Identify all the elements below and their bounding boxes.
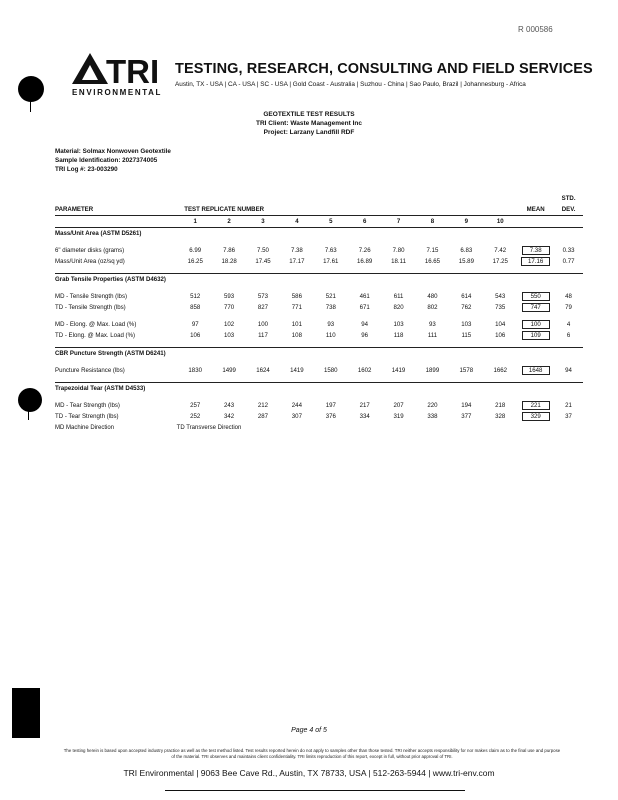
replicate-value: 802 [427, 304, 438, 311]
replicate-value: 108 [291, 332, 302, 339]
row-label: TD - Elong. @ Max. Load (%) [55, 332, 136, 339]
std-dev-value: 79 [565, 304, 572, 311]
mean-cell [517, 365, 554, 376]
replicate-value: 1662 [493, 367, 507, 374]
replicate-value: 194 [461, 402, 472, 409]
replicate-value: 16.65 [424, 258, 441, 265]
mean-value: 747 [522, 303, 550, 312]
replicate-value: 257 [190, 402, 201, 409]
replicate-value: 93 [429, 321, 436, 328]
table-row [55, 302, 583, 313]
replicate-value: 220 [427, 402, 438, 409]
bates-number: R 000586 [518, 25, 553, 34]
replicate-number: 6 [348, 216, 382, 228]
replicate-value: 6.99 [189, 247, 202, 254]
table-row [55, 319, 583, 330]
replicate-value: 770 [224, 304, 235, 311]
replicate-value: 480 [427, 293, 438, 300]
punch-hole-middle [18, 388, 42, 412]
mean-value: 1648 [522, 366, 550, 375]
replicate-value: 858 [190, 304, 201, 311]
replicate-value: 252 [190, 413, 201, 420]
replicate-number-row [55, 216, 583, 228]
replicate-value: 7.50 [257, 247, 269, 254]
replicate-value: 1580 [323, 367, 338, 374]
replicate-value: 521 [325, 293, 336, 300]
replicate-value: 771 [291, 304, 302, 311]
report-project: Project: Larzany Landfill RDF [263, 129, 355, 136]
replicate-value: 820 [393, 304, 404, 311]
replicate-value: 15.89 [458, 258, 474, 265]
replicate-value: 1578 [459, 367, 474, 374]
table-row [55, 400, 583, 411]
mean-value: 550 [522, 292, 550, 301]
replicate-value: 342 [224, 413, 235, 420]
replicate-value: 735 [495, 304, 506, 311]
replicate-value: 106 [190, 332, 201, 339]
replicate-value: 104 [495, 321, 506, 328]
replicate-value: 212 [257, 402, 269, 409]
replicate-number: 1 [178, 216, 212, 228]
replicate-value: 287 [257, 413, 269, 420]
replicate-value: 377 [461, 413, 472, 420]
replicate-value: 18.28 [221, 258, 237, 265]
replicate-value: 586 [291, 293, 302, 300]
mean-cell [517, 319, 554, 330]
replicate-value: 103 [224, 332, 235, 339]
row-label: 6" diameter disks (grams) [55, 247, 125, 254]
tri-log-line: TRI Log #: 23-003290 [55, 166, 118, 173]
section-header-row [55, 348, 583, 360]
section-title: CBR Puncture Strength (ASTM D6241) [55, 348, 583, 360]
replicate-value: 573 [257, 293, 269, 300]
replicate-value: 16.25 [187, 258, 203, 265]
punch-hole-top [18, 76, 44, 102]
std-dev-value: 37 [565, 413, 572, 420]
replicate-value: 93 [327, 321, 335, 328]
replicate-value: 1602 [357, 367, 372, 374]
replicate-value: 18.11 [391, 258, 406, 265]
replicate-value: 614 [461, 293, 472, 300]
replicate-value: 96 [361, 332, 369, 339]
replicate-value: 118 [393, 332, 404, 339]
header-row-top [55, 193, 583, 204]
replicate-value: 7.80 [392, 247, 405, 254]
replicate-value: 117 [258, 332, 268, 339]
std-header-line2: DEV. [561, 206, 576, 213]
mean-header: MEAN [526, 206, 545, 213]
replicate-value: 338 [427, 413, 438, 420]
mean-cell [517, 302, 554, 313]
mean-cell [517, 245, 554, 256]
replicate-value: 17.17 [289, 258, 305, 265]
replicate-value: 319 [393, 413, 404, 420]
mean-cell [517, 330, 554, 341]
section-header-row [55, 274, 583, 286]
mean-cell [517, 400, 554, 411]
replicate-value: 17.61 [323, 258, 339, 265]
replicate-value: 7.63 [324, 247, 337, 254]
replicate-value: 111 [427, 332, 438, 339]
replicate-value: 110 [325, 332, 336, 339]
replicate-value: 1499 [222, 367, 236, 374]
logo-wordmark: TRI [106, 53, 160, 90]
replicate-value: 94 [361, 321, 369, 328]
mean-value: 109 [522, 331, 550, 340]
replicate-value: 217 [359, 402, 370, 409]
section-header-row [55, 228, 583, 240]
replicate-value: 593 [224, 293, 235, 300]
replicate-value: 7.42 [494, 247, 507, 254]
replicate-value: 218 [495, 402, 506, 409]
replicate-value: 671 [359, 304, 370, 311]
footer-address: TRI Environmental | 9063 Bee Cave Rd., Austin, TX 78733, USA | 512-263-5944 | www.tri-env.com [123, 768, 495, 778]
table-row [55, 245, 583, 256]
mean-cell [517, 291, 554, 302]
std-dev-value: 94 [565, 367, 572, 374]
replicate-value: 7.38 [290, 247, 303, 254]
std-dev-value: 4 [566, 321, 571, 328]
replicate-value: 102 [224, 321, 235, 328]
results-table [55, 193, 583, 428]
replicate-value: 334 [359, 413, 370, 420]
table-row [55, 330, 583, 341]
mean-value: 221 [522, 401, 550, 410]
page-number: Page 4 of 5 [291, 727, 327, 734]
replicate-number: 5 [314, 216, 348, 228]
td-note: TD Transverse Direction [176, 425, 242, 431]
punch-mark-middle [28, 410, 29, 420]
mean-value: 7.38 [522, 246, 550, 255]
header-row [55, 204, 583, 216]
replicate-value: 243 [224, 402, 235, 409]
replicate-value: 115 [461, 332, 472, 339]
row-label: MD - Tear Strength (lbs) [55, 402, 120, 409]
replicate-value: 7.15 [426, 247, 439, 254]
table-row [55, 365, 583, 376]
replicate-value: 17.45 [255, 258, 271, 265]
direction-notes [55, 425, 241, 431]
replicate-value: 827 [257, 304, 269, 311]
logo-subtitle: ENVIRONMENTAL [72, 88, 162, 97]
replicate-value: 1624 [256, 367, 270, 374]
replicate-value: 611 [393, 293, 404, 300]
std-dev-value: 6 [566, 332, 571, 339]
replicate-value: 197 [325, 402, 336, 409]
std-dev-value: 0.77 [562, 258, 575, 265]
replicate-value: 7.86 [223, 247, 236, 254]
company-tagline: TESTING, RESEARCH, CONSULTING AND FIELD SERVICES [175, 61, 593, 77]
replicate-value: 103 [393, 321, 404, 328]
company-locations: Austin, TX - USA | CA - USA | SC - USA | Gold Coast - Australia | Suzhou - China | Sao Paulo, Brazil | Johannesburg - Africa [175, 81, 526, 88]
row-label: MD - Elong. @ Max. Load (%) [55, 321, 137, 328]
std-dev-value: 0.33 [562, 247, 575, 254]
replicate-value: 307 [291, 413, 302, 420]
table-row [55, 256, 583, 267]
row-label: MD - Tensile Strength (lbs) [55, 293, 128, 300]
material-line: Material: Solmax Nonwoven Geotextile [55, 148, 171, 155]
mean-value: 17.16 [521, 257, 550, 266]
replicate-number: 9 [449, 216, 483, 228]
table-row [55, 291, 583, 302]
replicate-number: 8 [416, 216, 450, 228]
std-dev-value: 21 [565, 402, 572, 409]
replicate-number: 7 [382, 216, 416, 228]
replicate-value: 512 [190, 293, 201, 300]
replicate-number: 3 [246, 216, 280, 228]
footer-rule [165, 790, 465, 791]
replicate-number: 2 [212, 216, 246, 228]
row-label: TD - Tear Strength (lbs) [55, 413, 119, 420]
replicate-number: 4 [280, 216, 314, 228]
replicate-value: 1419 [290, 367, 304, 374]
replicate-value: 461 [359, 293, 370, 300]
mean-value: 100 [522, 320, 550, 329]
section-title: Mass/Unit Area (ASTM D5261) [55, 228, 583, 240]
replicate-value: 738 [325, 304, 336, 311]
std-header-line1: STD. [561, 195, 576, 202]
section-title: Grab Tensile Properties (ASTM D4632) [55, 274, 583, 286]
parameter-header: PARAMETER [55, 206, 94, 213]
replicate-header: TEST REPLICATE NUMBER [184, 206, 265, 213]
replicate-value: 100 [257, 321, 269, 328]
row-label: Mass/Unit Area (oz/sq yd) [55, 258, 125, 265]
report-title: GEOTEXTILE TEST RESULTS [263, 111, 355, 118]
replicate-value: 16.89 [357, 258, 373, 265]
mean-value: 329 [522, 412, 550, 421]
replicate-value: 106 [495, 332, 506, 339]
mean-cell [517, 411, 554, 422]
replicate-value: 17.25 [492, 258, 508, 265]
row-label: TD - Tensile Strength (lbs) [55, 304, 126, 311]
replicate-value: 207 [393, 402, 404, 409]
replicate-value: 1419 [391, 367, 406, 374]
replicate-value: 244 [291, 402, 302, 409]
replicate-value: 6.83 [460, 247, 473, 254]
section-header-row [55, 383, 583, 395]
replicate-value: 762 [461, 304, 472, 311]
replicate-value: 7.26 [358, 247, 371, 254]
replicate-value: 1899 [425, 367, 440, 374]
sample-id-line: Sample Identification: 2027374005 [55, 157, 158, 164]
replicate-value: 1830 [188, 367, 202, 374]
disclaimer: The testing herein is based upon accepted industry practice as well as the test method listed. Test results reported herein do not apply to samples other than those tested. TRI neither accepts responsibility for nor makes claim as to the final use and purpose of the material. TRI observes and maintains client confidentiality. TRI limits reproduction of this report, except in full, without prior approval of TRI. [63, 748, 561, 759]
replicate-value: 97 [191, 321, 199, 328]
results-body [55, 228, 583, 429]
mean-cell [517, 256, 554, 267]
std-dev-value: 48 [565, 293, 572, 300]
replicate-value: 103 [461, 321, 472, 328]
replicate-value: 328 [495, 413, 506, 420]
report-client: TRI Client: Waste Management Inc [256, 120, 362, 127]
replicate-number: 10 [483, 216, 517, 228]
md-note: MD Machine Direction [55, 425, 115, 431]
table-row [55, 411, 583, 422]
section-title: Trapezoidal Tear (ASTM D4533) [55, 383, 583, 395]
replicate-value: 376 [325, 413, 336, 420]
replicate-value: 101 [291, 321, 302, 328]
row-label: Puncture Resistance (lbs) [55, 367, 125, 374]
replicate-value: 543 [495, 293, 506, 300]
